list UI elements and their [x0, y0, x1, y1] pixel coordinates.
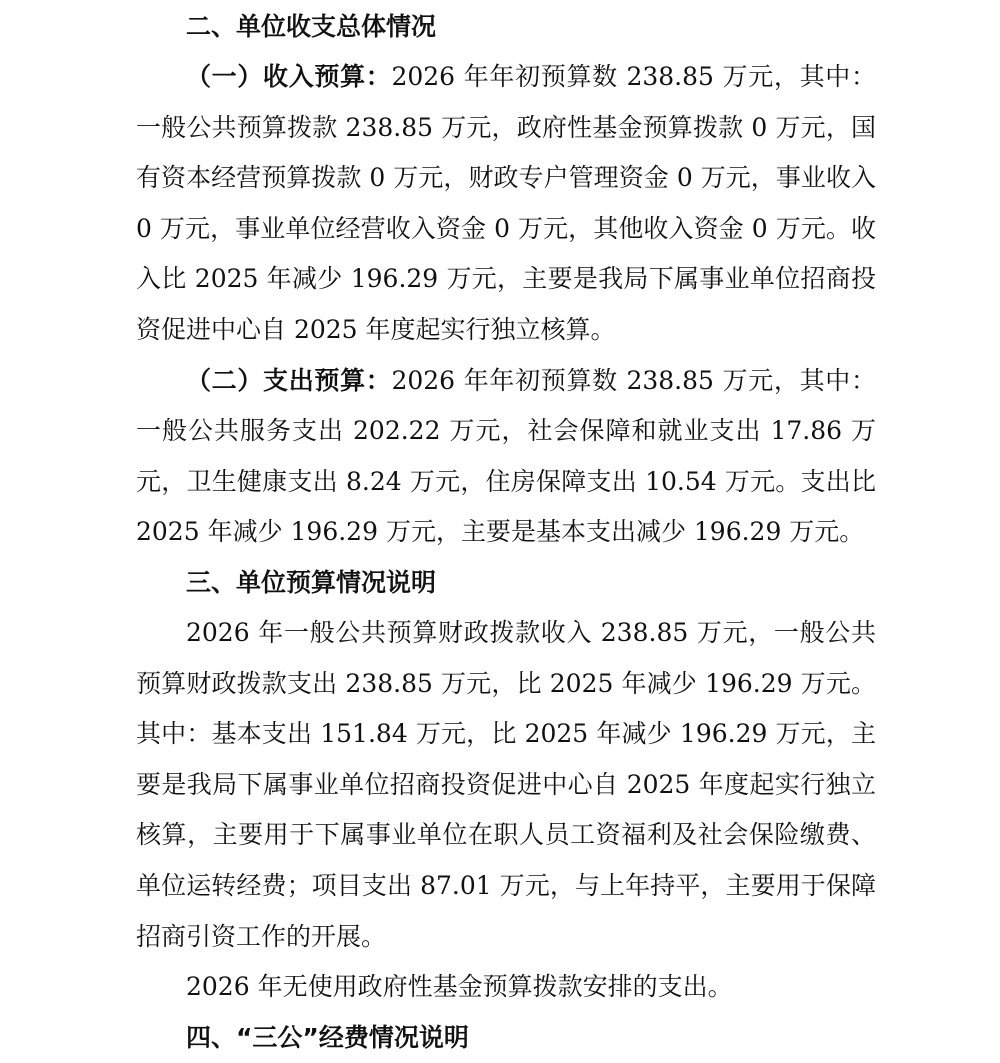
income-budget-label: （一）收入预算：: [186, 62, 392, 91]
expense-budget-text: 2026 年年初预算数 238.85 万元，其中：一般公共服务支出 202.22 万元，社会保障和就业支出 17.86 万元，卫生健康支出 8.24 万元，住房保障支出 10.54 万元。支出比 2025 年减少 196.29 万元，主要是基本支出减少 196.29 万元。: [136, 365, 876, 547]
income-budget-paragraph: [136, 52, 876, 356]
document-page: [136, 0, 876, 1063]
section-heading-overall-income-expense: 二、单位收支总体情况: [186, 12, 437, 41]
expense-budget-label: （二）支出预算：: [186, 365, 392, 395]
expense-budget-paragraph: [136, 356, 876, 558]
government-fund-paragraph: 2026 年无使用政府性基金预算拨款安排的支出。: [186, 972, 733, 1002]
budget-description-paragraph: 2026 年一般公共预算财政拨款收入 238.85 万元，一般公共预算财政拨款支出 238.85 万元，比 2025 年减少 196.29 万元。其中：基本支出 151.84 万元，比 2025 年减少 196.29 万元，主要是我局下属事业单位招商投资促进中心自 2025 年度起实行独立核算，主要用于下属事业单位在职人员工资福利及社会保险缴费、单位运转经费；项目支出 87.01 万元，与上年持平，主要用于保障招商引资工作的开展。: [136, 617, 876, 951]
section-heading-three-public-expenses: 四、“三公”经费情况说明: [186, 1022, 469, 1052]
income-budget-text: 2026 年年初预算数 238.85 万元，其中：一般公共预算拨款 238.85 万元，政府性基金预算拨款 0 万元，国有资本经营预算拨款 0 万元，财政专户管理资金 0 万元，事业收入 0 万元，事业单位经营收入资金 0 万元，其他收入资金 0 万元。收入比 2025 年减少 196.29 万元，主要是我局下属事业单位招商投资促进中心自 2025 年度起实行独立核算。: [136, 62, 876, 344]
section-heading-unit-budget: 三、单位预算情况说明: [186, 567, 437, 597]
